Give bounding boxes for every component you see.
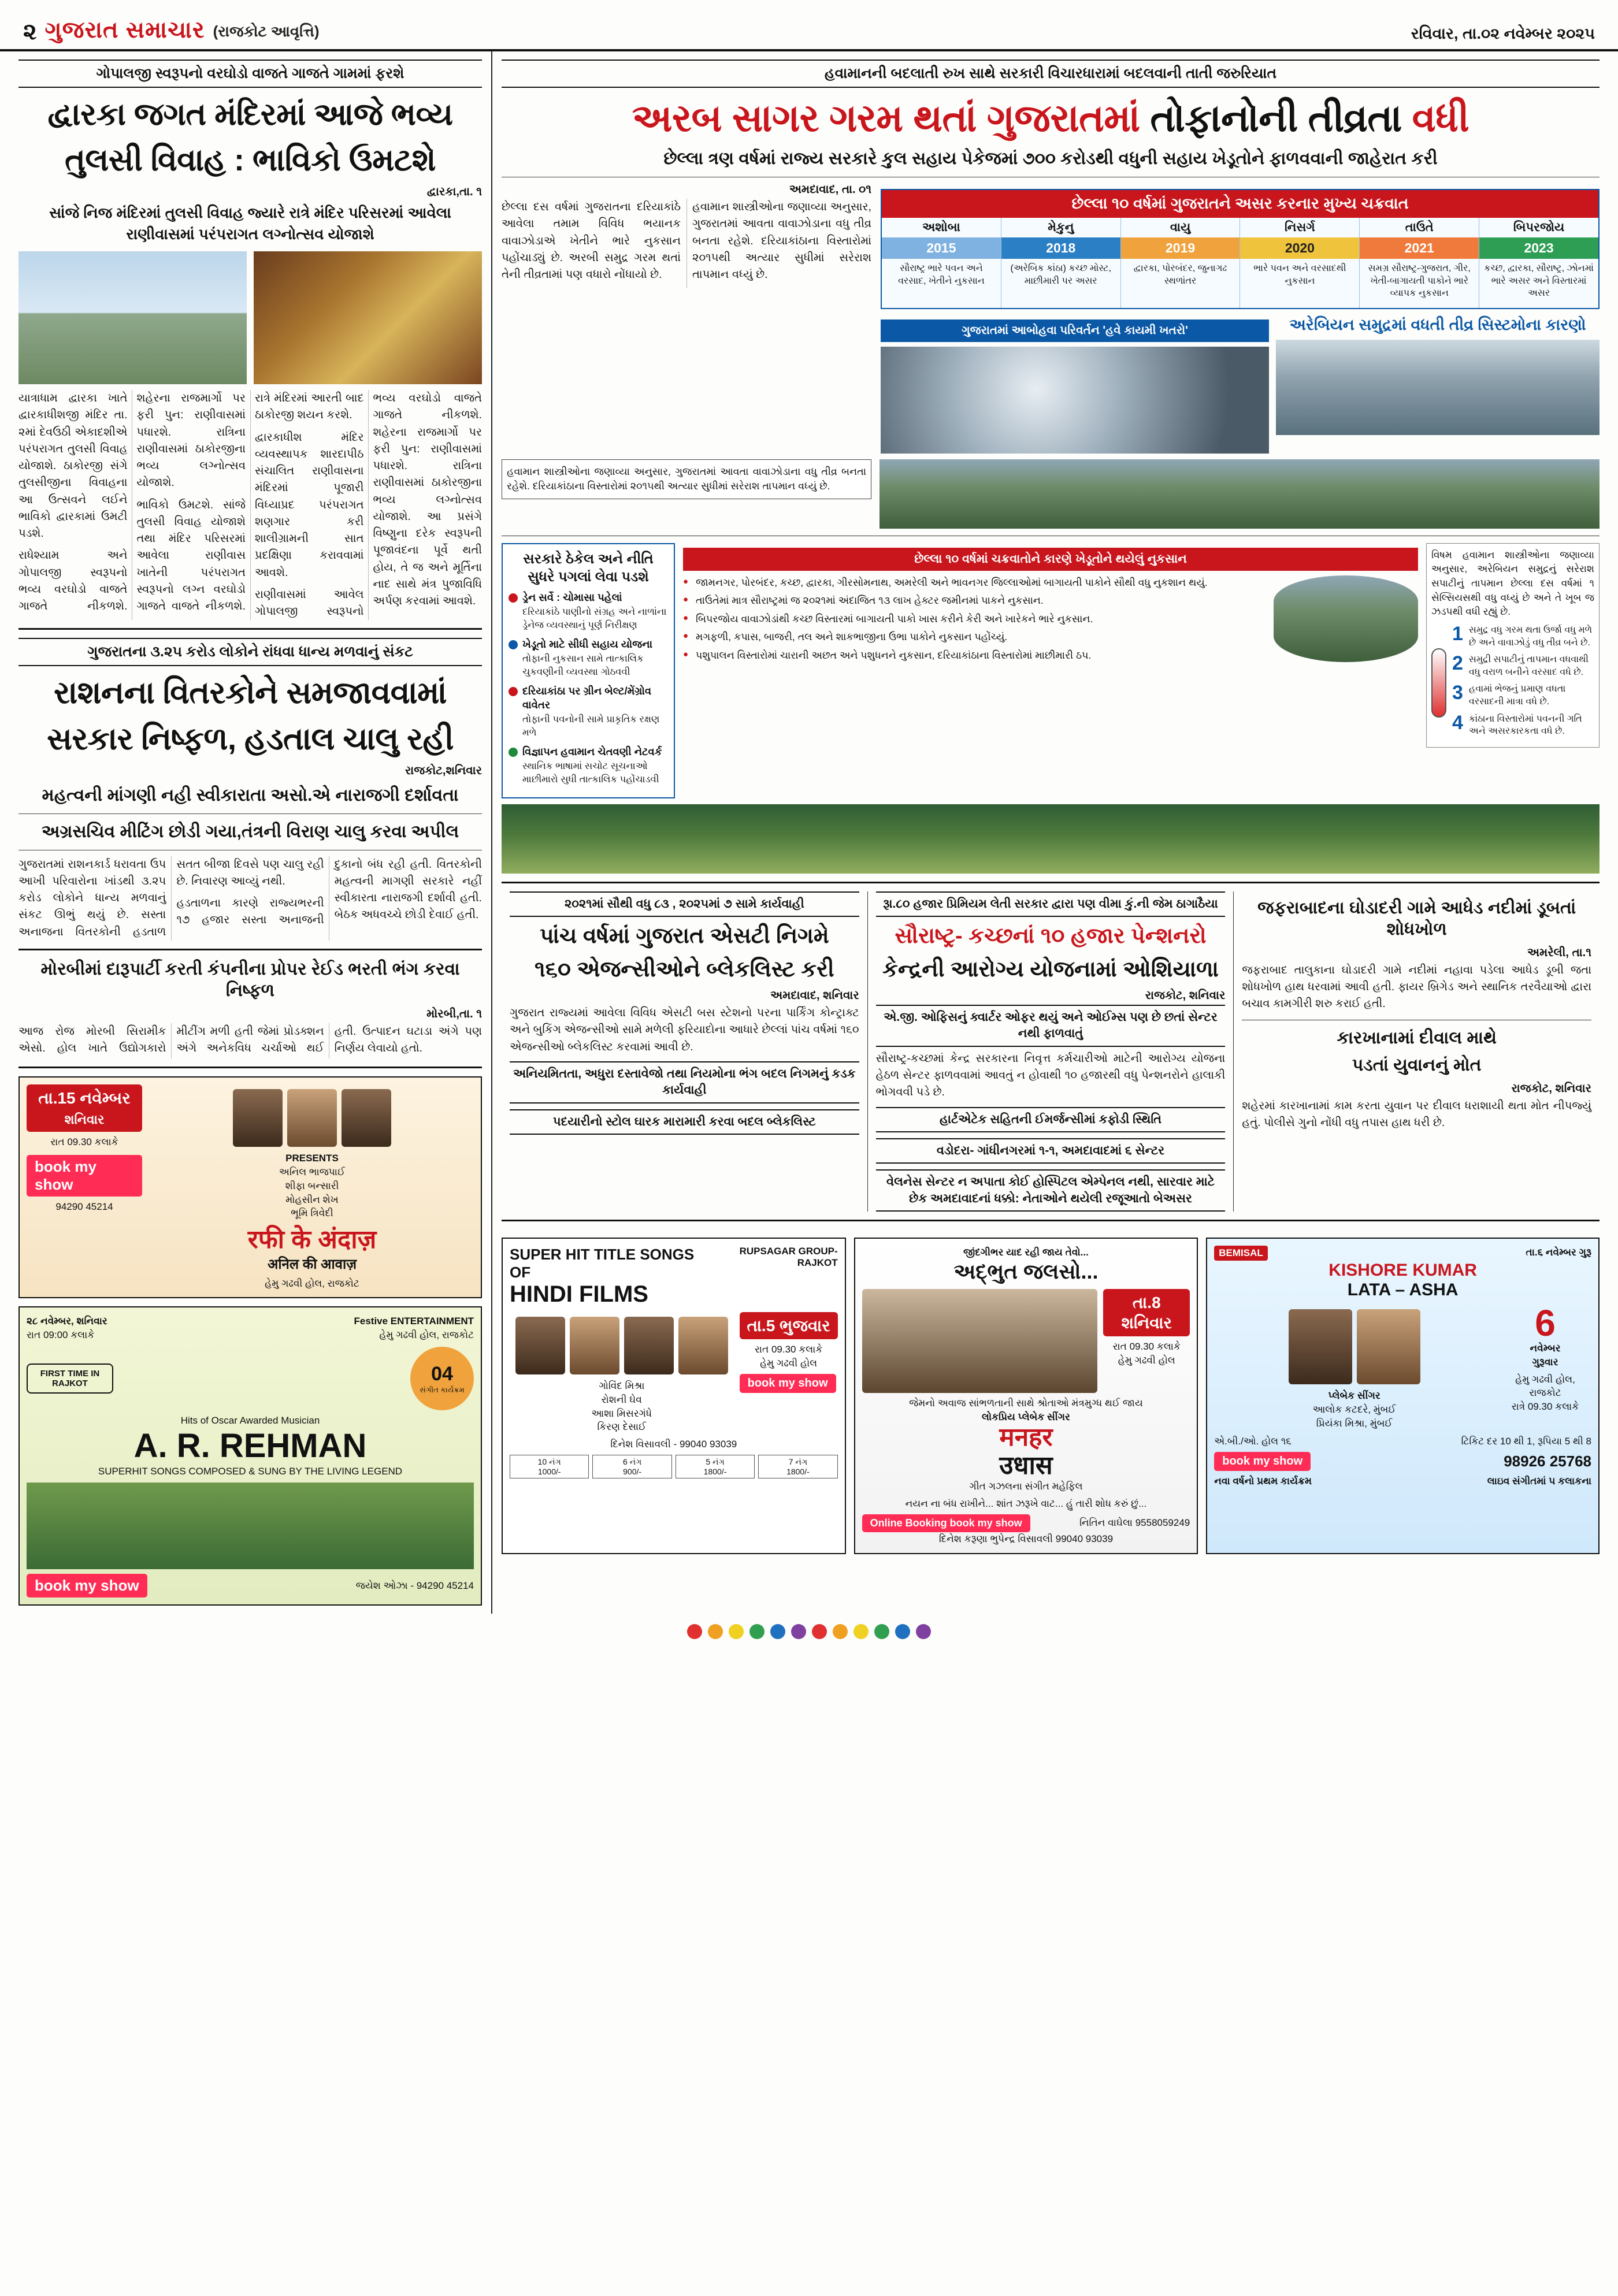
cyclone-item	[1001, 218, 1121, 308]
registration-dot	[895, 1624, 910, 1639]
superhit-title-1: SUPER HIT TITLE SONGS OF	[510, 1245, 695, 1281]
rafi-artist-3: મોહસીન શેખ	[285, 1194, 339, 1205]
rehman-org: Festive ENTERTAINMENT	[354, 1316, 474, 1327]
gov-item-title: દરિયાકાંઠા પર ગ્રીન બેલ્ટ/મેંગ્રોવ વાવેતર	[522, 685, 652, 711]
cyclone-name: વાયુ	[1170, 221, 1191, 235]
reason-number: 2	[1452, 652, 1463, 675]
cyclone-year: 2018	[1001, 237, 1120, 259]
superhit-sponsor: RUPSAGAR GROUP-RAJKOT	[739, 1245, 838, 1268]
superhit-date-chip: તા.5 ભુજવાર	[740, 1312, 838, 1339]
cyclone-headline-c: વધી	[1412, 96, 1469, 139]
dwarka-kicker: ગોપાલજી સ્વરૂપનો વરઘોડો વાજતે ગાજતે ગામમાં ફરશે	[18, 60, 482, 88]
rafi-artist-2: શીફા બન્સારી	[285, 1180, 339, 1191]
rafi-artist-1: અનિલ ભાજપાઈ	[279, 1166, 346, 1178]
gov-item	[509, 684, 668, 739]
pankaj-bookmyshow-button[interactable]: Online Booking book my show	[862, 1514, 1030, 1532]
cyclone-desc: (અરેબિક કાંઠા) કચ્છ મોસ્ટ, માછીમારી પર અસર	[1010, 263, 1112, 286]
cyclone-desc: સમગ્ર સૌરાષ્ટ્ર-ગુજરાત, ગીર, ખેતી-બાગાયતી પાકોને ભારે વ્યાપક નુકસાન	[1368, 263, 1471, 299]
rehman-bookmyshow-button[interactable]: book my show	[27, 1574, 147, 1597]
article-jafrabad	[1234, 891, 1600, 1212]
pankaj-name-1: मनहर	[999, 1423, 1053, 1452]
kishore-badge: BEMISAL	[1214, 1246, 1268, 1261]
kishore-date-number: 6	[1535, 1302, 1556, 1344]
dwarka-p5: રાણીવાસમાં આવેલ ગોપાલજી સ્વરૂપનો ભવ્ય વરઘોડો વાજતે ગાજતે નીકળશે. શહેરના રાજમાર્ગો પર ફરી પુન: રાણીવાસમાં પધારશે. રાત્રિના રાણીવાસમાં ઠાકોરજીના ભવ્ય લગ્નોત્સવ યોજાશે. આ પ્રસંગે વિષ્ણુના દરેક સ્વરૂપની પૂજાવંદના પૂર્વે થતી હોય, તે જ અને મૂર્તિના નાદ સાથે મંત્ર પુજાવિધિ અર્પણ કરવામાં આવશે.	[255, 392, 482, 618]
newspaper-title: ગુજરાત સમાચાર	[44, 17, 205, 43]
kishore-title-2: LATA – ASHA	[1347, 1280, 1459, 1299]
rafi-bookmyshow-button[interactable]: book my show	[27, 1155, 142, 1197]
rafi-presents: PRESENTS	[285, 1153, 339, 1164]
cyclone-item	[1240, 218, 1360, 308]
jafrabad-headline: જફરાબાદના ઘોડાદરી ગામે આધેડ નદીમાં ડૂબતાં શોધખોળ	[1257, 898, 1576, 939]
price-value: 1800/-	[703, 1466, 727, 1476]
masthead-left	[23, 17, 320, 43]
kishore-date-weekday: ગુરૂવાર	[1532, 1356, 1558, 1368]
cyclone-desc: સૌરાષ્ટ્ર ભારે પવન અને વરસાદ, ખેતીને નુકસાન	[898, 263, 985, 286]
jafrabad-p1: જફરાબાદ તાલુકાના ઘોડાદરી ગામે નદીમાં નહાવા પડેલા આધેડ ડૂબી જતા શોધખોળ હાથ ધરવામાં આવી હતી. ફાયર બ્રિગેડ અને સ્થાનિક તરવૈયાઓ દ્વારા બચાવ કામગીરી શરુ કરાઈ હતી.	[1242, 963, 1592, 1010]
gov-box-title: સરકારે ઠેકેલ અને નીતિ સુધરે પગલાં લેવા પડશે	[523, 551, 654, 585]
cyclone-kicker: હવામાનની બદલાતી રુખ સાથે સરકારી વિચારધારામાં બદલવાની તાતી જરુરિયાત	[502, 60, 1600, 88]
superhit-artist-3: આશા મિસરગંધે	[591, 1407, 652, 1419]
superhit-artist-4: કિરણ દેસાઈ	[597, 1421, 647, 1433]
cyclone-dateline: અમદાવાદ, તા. ૦૧	[789, 183, 871, 196]
registration-dot	[687, 1624, 702, 1639]
issue-date: રવિવાર, તા.૦૨ નવેમ્બર ૨૦૨૫	[1411, 25, 1595, 42]
artist-photo	[678, 1317, 728, 1374]
price-label: 7 નંગ	[788, 1457, 808, 1466]
ad-kishore-lata-asha[interactable]	[1206, 1238, 1600, 1554]
gov-item-title: ખેડૂતો માટે સીધી સહાય યોજના	[522, 638, 653, 650]
reason-number: 4	[1452, 711, 1463, 734]
jafrabad-body	[1242, 962, 1591, 1013]
rafi-venue: હેમુ ગઢવી હોલ, રાજકોટ	[265, 1277, 359, 1289]
gov-item-text: દરિયાકાંઠે પાણીનો સંગ્રહ અને નાળાંના ડ્રેનેજ વ્યવસ્થાનું પૂર્ણ નિરીક્ષણ	[522, 607, 667, 630]
temperature-note: વિષમ હવામાન શાસ્ત્રીઓના જણાવ્યા અનુસાર, અરેબિયન સમુદ્રનું સરેરાશ સપાટીનું તાપમાન છેલ્લા દસ વર્ષમાં ૧ સેલ્સિયસથી વધુ વધ્યું છે અને તે ખૂબ જ ઝડપથી વધી રહ્યું છે.	[1431, 549, 1594, 618]
photo-sea-waves	[1276, 340, 1600, 435]
rafi-artist-4: ભૂમિ ત્રિવેદી	[291, 1208, 333, 1219]
esti-headline-2: ૧૬૦ એજન્સીઓને બ્લેકલિસ્ટ કરી	[535, 957, 834, 982]
artist-photo	[342, 1089, 391, 1147]
price-label: 5 નંગ	[706, 1457, 725, 1466]
rafi-artist-photos	[150, 1089, 474, 1147]
diwal-headline-2: પડતાં યુવાનનું મોત	[1352, 1056, 1482, 1075]
pension-body	[876, 1050, 1226, 1101]
morbi-p1: આજ રોજ મોરબી સિરામીક એસો. હોલ ખાતે ઉદ્યોગકારો મીટીંગ મળી હતી જેમાં પ્રોડક્શન અંગે અનેકવિધ ચર્ચાઓ થઈ હતી. ઉત્પાદન ઘટાડા અંગે પણ નિર્ણય લેવાયો હતો.	[18, 1024, 482, 1055]
damage-points-list	[683, 575, 1267, 667]
photo-mangrove-belt	[502, 804, 1600, 874]
cyclone-desc: દ્વારકા, પોરબંદર, જુનાગઢ સ્થળાંતર	[1133, 263, 1227, 286]
cyclone-name: તાઉતે	[1405, 221, 1434, 235]
ad-super-hit-titles[interactable]	[502, 1238, 846, 1554]
ration-body	[18, 856, 482, 941]
cyclone-p1: છેલ્લા દસ વર્ષમાં ગુજરાતના દરિયાકાંઠે આવેલા તમામ વિવિધ ભયાનક વાવાઝોડાએ ખેતીને ભારે નુકસાન પહોંચાડ્યું છે. અરબી સમુદ્ર ગરમ થતાં તેની તીવ્રતામાં પણ વધારો નોંધાયો છે.	[502, 200, 681, 281]
kishore-side-note: તા.૬ નવેમ્બર ગુરૂ	[1526, 1246, 1592, 1258]
pankaj-line-2: અદ્ભુત જલસો...	[953, 1259, 1099, 1283]
dwarka-headline-2: તુલસી વિવાહ : ભાવિકો ઉમટશે	[65, 143, 436, 178]
gov-item	[509, 590, 668, 631]
registration-dot	[791, 1624, 806, 1639]
registration-dot	[874, 1624, 889, 1639]
superhit-bookmyshow-button[interactable]: book my show	[740, 1374, 836, 1393]
cyclone-item	[1479, 218, 1598, 308]
article-pensioners	[868, 891, 1234, 1212]
article-st-agencies	[502, 891, 868, 1212]
ad-rafi-ke-andaaz[interactable]	[18, 1076, 482, 1298]
kishore-footer-2: લાઇવ સંગીતમાં ૫ કલાકના	[1487, 1476, 1592, 1487]
ads-row	[502, 1229, 1600, 1562]
photo-flooded-field	[879, 459, 1600, 529]
gov-item-text: તોફાની પવનોની સામે પ્રાકૃતિક રક્ષણ મળે	[522, 714, 660, 738]
dwarka-photos	[18, 251, 482, 384]
esti-body	[510, 1005, 859, 1056]
article-dwarka	[18, 60, 482, 620]
bullet-dot-icon	[509, 687, 518, 696]
cyclone-body	[502, 199, 871, 288]
cyclone-note-box: હવામાન શાસ્ત્રીઓના જણાવ્યા અનુસાર, ગુજરાતમાં આવતા વાવાઝોડાના વધુ તીવ્ર બનતા રહેશે. દરિયાકાંઠાના વિસ્તારોમાં ૨૦૧૫થી અત્યાર સુધીમાં સરેરાશ તાપમાન વધ્યું છે.	[502, 459, 871, 499]
ad-ar-rehman[interactable]	[18, 1306, 482, 1606]
kishore-price-label: એ.બી./ઓ. હોલ ૧૬	[1214, 1436, 1292, 1447]
dwarka-p3: ભાવિકો ઉમટશે. સાંજે તુલસી વિવાહ યોજાશે તથા મંદિર પરિસરમાં આવેલા રાણીવાસ ખાતેની પરંપરાગત સ્વરૂપનો લગ્ન વરઘોડો ગાજતે વાજતે નીકળશે. રાત્રે મંદિરમાં આરતી બાદ ઠાકોરજી શયન કરશે.	[136, 392, 364, 613]
cyclone-year: 2020	[1240, 237, 1359, 259]
pankaj-footer: નયન ના બંધ રાખીને... શાંત ઝરૂખે વાટ... હું તારી શોધ કરું છું...	[905, 1498, 1147, 1509]
rehman-first-time-badge: FIRST TIME IN RAJKOT	[27, 1364, 113, 1394]
reason-text: કાંઠાના વિસ્તારોમાં પવનની ગતિ અને અસરકારકતા વધે છે.	[1468, 714, 1582, 737]
pension-footer: વેલનેસ સેન્ટર ન અપાતા કોઈ હોસ્પિટલ એમ્પેનલ નથી, સારવાર માટે છેક અમદાવાદનાં ધક્કો: નેતાઓને થયેલી રજૂઆતો બેઅસર	[876, 1169, 1226, 1212]
pankaj-lead-1: જેમનો અવાજ સાંભળતાની સાથે શ્રોતાઓ મંત્રમુગ્ધ થઈ જાય	[909, 1397, 1143, 1409]
dwarka-subhead: સાંજે નિજ મંદિરમાં તુલસી વિવાહ જ્યારે રાત્રે મંદિર પરિસરમાં આવેલા રાણીવાસમાં પરંપરાગત લગ્નોત્સવ યોજાશે	[49, 204, 451, 243]
kishore-title-1: KISHORE KUMAR	[1328, 1260, 1477, 1280]
esti-kicker: ૨૦૨૧માં સૌથી વધુ ૮૩ , ૨૦૨૫માં ૭ સામે કાર્યવાહી	[510, 891, 859, 917]
registration-dot	[853, 1624, 869, 1639]
reason-number: 1	[1452, 623, 1463, 645]
morbi-body	[18, 1023, 482, 1059]
reason-item	[1452, 624, 1594, 649]
gov-item-title: ડ્રેન સર્વે : ચોમાસા પહેલાં	[522, 592, 622, 604]
cyclone-desc: કચ્છ, દ્વારકા, સૌરાષ્ટ્ર, ઝોનમાં ભારે અસર અને વિસ્તારમાં અસર	[1484, 263, 1594, 299]
cyclone-name: બિપરજોય	[1513, 221, 1565, 235]
pankaj-date-chip: તા.8 શનિવાર	[1103, 1289, 1190, 1336]
pankaj-line-1: જીંદગીભર યાદ રહી જાય તેવો...	[963, 1246, 1089, 1258]
morbi-dateline: મોરબી,તા. ૧	[426, 1007, 482, 1020]
price-label: 6 નંગ	[622, 1457, 642, 1466]
ration-deck-1: મહત્વની માંગણી નહી સ્વીકારાતા અસો.એ નારાજગી દર્શાવતા	[18, 783, 482, 814]
rehman-venue: હેમુ ગઢવી હોલ, રાજકોટ	[379, 1329, 474, 1341]
damage-point: ● જામનગર, પોરબંદર, કચ્છ, દ્વારકા, ગીરસોમનાથ, અમરેલી અને ભાવનગર જિલ્લાઓમાં બાગાયતી પાકોને સૌથી વધુ નુકશાન થયું.	[683, 575, 1267, 590]
rehman-performance-photo	[27, 1483, 474, 1569]
reason-item	[1452, 653, 1594, 678]
artist-photo	[570, 1317, 619, 1374]
kishore-artist-photos	[1214, 1309, 1494, 1384]
rehman-subtitle: SUPERHIT SONGS COMPOSED & SUNG BY THE LIVING LEGEND	[98, 1465, 403, 1477]
ration-p2: હડતાળના કારણે રાજ્યભરની ૧૭ હજાર સસ્તા અનાજની દુકાનો બંધ રહી હતી. વિતરકોની મહત્વની માગણી સરકારે નહીં સ્વીકારતા નારાજગી દર્શાવી હતી. બેઠક અધવચ્ચે છોડી દેવાઈ હતી.	[176, 857, 482, 927]
bullet-dot-icon	[509, 593, 518, 603]
temperature-explainer-box	[1426, 543, 1600, 748]
article-morbi	[18, 958, 482, 1059]
cyclone-chart-title: છેલ્લા ૧૦ વર્ષમાં ગુજરાતને અસર કરનાર મુખ્ય ચક્રવાત	[882, 190, 1598, 218]
pension-dateline: રાજકોટ, શનિવાર	[1145, 989, 1226, 1002]
rehman-count-badge: 04 સંગીત કાર્યક્રમ	[410, 1347, 474, 1410]
dwarka-dateline: દ્વારકા,તા. ૧	[426, 185, 482, 199]
reason-item	[1452, 683, 1594, 708]
secondary-stories	[502, 891, 1600, 1212]
jafrabad-dateline: અમરેલી, તા.૧	[1527, 946, 1592, 959]
pankaj-time: રાત 09.30 કલાકે	[1112, 1340, 1181, 1352]
kishore-artist-1: આલોક કટદરે, મુંબઈ	[1312, 1403, 1396, 1415]
cyclone-year: 2021	[1360, 237, 1479, 259]
rafi-phone: 94290 45214	[55, 1201, 113, 1213]
esti-p1: ગુજરાત રાજ્યમાં આવેલા વિવિધ એસટી બસ સ્ટેશનો પરના પાર્કિંગ કોન્ટ્રાક્ટ અને બુકિંગ એજન્સીઓ સામે મળેલી ફરિયાદોના આધારે છેલ્લાં પાંચ વર્ષમાં ૧૬૦ એજન્સીઓ બ્લેકલિસ્ટ કરવામાં આવી છે.	[510, 1006, 859, 1053]
cyclone-chart-grid	[882, 218, 1598, 308]
reason-text: સમુદ્ર વધુ ગરમ થતા ઉર્જા વધુ મળે છે અને વાવાઝોડું વધુ તીવ્ર બને છે.	[1468, 625, 1593, 648]
kishore-prices: ટિકિટ દર 10 થી 1, રૂપિયા 5 થી 8	[1461, 1436, 1592, 1447]
price-value: 1000/-	[537, 1466, 561, 1476]
dwarka-headline-1: દ્વારકા જગત મંદિરમાં આજે ભવ્ય	[47, 96, 453, 132]
bullet-dot-icon	[509, 748, 518, 757]
pension-p1: સૌરાષ્ટ્ર-કચ્છમાં કેન્દ્ર સરકારના નિવૃત્ત કર્મચારીઓ માટેની આરોગ્ય યોજના હેઠળ સેન્ટર ફાળવવામાં આવતું ન હોવાથી ૧૦ હજારથી વધુ પેન્શનરોને હાલાકી ભોગવવી પડે છે.	[875, 1052, 1226, 1099]
diwal-headline-1: કારખાનામાં દીવાલ માથે	[1337, 1028, 1497, 1047]
cyclone-desc: ભારે પવન અને વરસાદથી નુકસાન	[1253, 263, 1346, 286]
registration-dot	[708, 1624, 723, 1639]
registration-dot	[749, 1624, 765, 1639]
cyclone-timeline-chart	[881, 189, 1600, 309]
artist-photo	[287, 1089, 337, 1147]
rafi-date-chip: તા.15 નવેમ્બર શનિવાર	[27, 1084, 142, 1132]
superhit-artist-2: રોશની ઘેવ	[601, 1394, 642, 1405]
page-number: ૨	[23, 19, 37, 44]
reason-item	[1452, 713, 1594, 738]
esti-headline-1: પાંચ વર્ષમાં ગુજરાત એસટી નિગમે	[539, 924, 829, 949]
cyclone-name: અશોબા	[922, 221, 960, 235]
thermometer-icon	[1431, 648, 1446, 718]
cyclone-item	[882, 218, 1001, 308]
damage-point: ● પશુપાલન વિસ્તારોમાં ચારાની અછત અને પશુધનને નુકસાન, દરિયાકાંઠાના વિસ્તારોમાં માછીમારી ઠપ.	[683, 648, 1267, 663]
price-label: 10 નંગ	[537, 1457, 561, 1466]
cyclone-name: નિસર્ગ	[1285, 221, 1315, 235]
ration-headline-2: સરકાર નિષ્ફળ, હડતાલ ચાલુ રહી	[47, 721, 454, 756]
ration-kicker: ગુજરાતના ૩.૨૫ કરોડ લોકોને રાંધવા ધાન્ય મળવાનું સંકટ	[18, 638, 482, 666]
morbi-headline: મોરબીમાં દારૂપાર્ટી કરતી કંપનીના પ્રોપર રેઈડ ભરતી ભંગ કરવા નિષ્ફળ	[40, 959, 460, 1001]
superhit-venue: હેમુ ગઢવી હોલ	[760, 1357, 818, 1369]
ration-dateline: રાજકોટ,શનિવાર	[404, 764, 482, 777]
registration-dot	[812, 1624, 827, 1639]
edition-label: (રાજકોટ આવૃત્તિ)	[213, 23, 320, 40]
gov-item-text: સ્થાનિક ભાષામાં સચોટ સૂચનાઓ માછીમારો સુધી તાત્કાલિક પહોંચાડવી	[522, 761, 659, 785]
rehman-title: A. R. REHMAN	[133, 1426, 367, 1465]
rehman-contact: જયેશ ઓઝા - 94290 45214	[355, 1580, 474, 1592]
damage-point: ● તાઉતેમાં માત્ર સૌરાષ્ટ્રમાં જ ૨૦૨૧માં અંદાજિત ૧૩ લાખ હેક્ટર જમીનમાં પાકને નુકસાન.	[683, 593, 1267, 608]
kishore-artists-label: પ્લેબેક સીંગર	[1328, 1390, 1381, 1401]
kishore-bookmyshow-button[interactable]: book my show	[1214, 1452, 1311, 1471]
ration-p1: ગુજરાતમાં રાશનકાર્ડ ધરાવતા ઉપ આખી પરિવારોના ખાંડથી ૩.૨૫ કરોડ લોકોને ધાન્ય મળવાનું સંકટ ઊભું થયું છે. સસ્તા અનાજના વિતરકોની હડતાળ સતત બીજા દિવસે પણ ચાલુ રહી છે. નિવારણ આવ્યું નથી.	[18, 857, 324, 938]
rehman-tagline: Hits of Oscar Awarded Musician	[180, 1415, 320, 1426]
government-actions-box	[502, 543, 675, 798]
registration-dot	[916, 1624, 931, 1639]
diwal-dateline: રાજકોટ, શનિવાર	[1511, 1082, 1592, 1095]
cyclone-name: મેકુનુ	[1048, 221, 1074, 235]
esti-sub-1: અનિયમિતતા, અધુરા દસ્તાવેજો તથા નિયમોના ભંગ બદલ નિગમનું કડક કાર્યવાહી	[510, 1061, 859, 1104]
dwarka-p1: યાત્રાધામ દ્વારકા ખાતે દ્વારકાધીશજી મંદિર તા. ૨માં દેવઉઠી એકાદશીએ પરંપરાગત તુલસી વિવાહ યોજાશે. ઠાકોરજી સંગે તુલસીજીના વિવાહના આ ઉત્સવને લઈને ભાવિકો દ્વારકામાં ઉમટી પડશે.	[18, 392, 128, 540]
pension-headline-2: કેન્દ્રની આરોગ્ય યોજનામાં ઓશિયાળા	[882, 957, 1219, 982]
diwal-p1: શહેરમાં કારખાનામાં કામ કરતા યુવાન પર દીવાલ ધરાશાયી થતા મોત નીપજ્યું હતું. પોલીસે ગુનો નોંધી વધુ તપાસ હાથ ધરી છે.	[1242, 1099, 1592, 1129]
climate-banner: ગુજરાતમાં આબોહવા પરિવર્તન 'હવે કાયમી ખતરો'	[881, 319, 1269, 342]
damage-point: ● મગફળી, કપાસ, બાજરી, તલ અને શાકભાજીના ઉભા પાકોને નુકસાન પહોંચ્યું.	[683, 630, 1267, 644]
artist-photo	[1357, 1309, 1420, 1384]
registration-dot	[729, 1624, 744, 1639]
dwarka-body	[18, 390, 482, 620]
pension-sub: એ.જી. ઓફિસનું ક્વાર્ટર ઓફર થયું અને ઓઈમ્સ પણ છે છતાં સેન્ટર નથી ફાળવાતું	[876, 1005, 1226, 1047]
pankaj-contact: નિતિન વાઘેલા 9558059249	[1079, 1517, 1190, 1529]
bullet-dot-icon	[509, 640, 518, 649]
superhit-title-2: HINDI FILMS	[510, 1281, 648, 1307]
article-cyclone	[502, 60, 1600, 874]
gov-item-title: વિજ્ઞાપન હવામાન ચેતવણી નેટવર્ક	[522, 745, 662, 757]
masthead	[0, 0, 1618, 51]
pension-kicker: રૂા.૮૦ હજાર પ્રિમિયમ લેતી સરકાર દ્વારા પણ વીમા કું.ની જેમ ઠાગાઠૈયા	[876, 891, 1226, 917]
superhit-anchor: દિનેશ વિસાવલી - 99040 93039	[610, 1439, 737, 1450]
gov-item-text: તોફાની નુકસાન સામે તાત્કાલિક ચુકવણીની વ્યવસ્થા ગોઠવવી	[522, 653, 644, 677]
left-column	[18, 51, 492, 1614]
pankaj-portrait	[862, 1289, 1098, 1393]
artist-photo	[624, 1317, 674, 1374]
artist-photo	[1289, 1309, 1352, 1384]
cyclone-item	[1360, 218, 1479, 308]
photo-damaged-crops	[1274, 575, 1418, 662]
gov-item	[509, 637, 668, 678]
damage-point: ● બિપરજોય વાવાઝોડાંથી કચ્છ વિસ્તારમાં બાગાયતી પાકો ખાસ કરીને કેરી અને ખારેકને ભારે નુકસાન.	[683, 612, 1267, 626]
cyclone-headline-a: અરબ સાગર ગરમ થતાં ગુજરાતમાં	[632, 96, 1140, 139]
cyclone-year: 2023	[1479, 237, 1598, 259]
photo-cyclone-satellite	[881, 347, 1269, 454]
cyclone-headline	[502, 95, 1600, 142]
article-ration	[18, 638, 482, 941]
gov-item	[509, 745, 668, 786]
superhit-artist-1: ગોવિંદ મિશ્રા	[599, 1380, 645, 1391]
pankaj-tagline: ગીત ગઝલના સંગીત મહેફિલ	[969, 1481, 1083, 1492]
dwarka-p4: દ્વારકાધીશ મંદિર વ્યવસ્થાપક શારદાપીઠ સંચાલિત રાણીવાસના મંદિરમાં પૂજારી વિધ્યાપ્રદ પરંપરાગત શણગાર કરી શાલીગ્રામની સાત પ્રદક્ષિણા કરાવવામાં આવશે.	[255, 430, 364, 579]
registration-dot	[833, 1624, 848, 1639]
kishore-date-month: નવેમ્બર	[1530, 1342, 1561, 1354]
rafi-ad-title: रफी के अंदाज़	[247, 1225, 377, 1254]
superhit-price-table	[510, 1455, 838, 1478]
kishore-venue: હેમુ ગઢવી હોલ, રાજકોટ	[1515, 1373, 1575, 1399]
superhit-artist-photos	[510, 1317, 734, 1374]
diwal-body	[1242, 1098, 1591, 1132]
kishore-phone: 98926 25768	[1504, 1452, 1592, 1470]
ad-manhar-udhas[interactable]	[854, 1238, 1198, 1554]
artist-photo	[515, 1317, 565, 1374]
pankaj-organizer: દિનેશ કરૂણા ભુપેન્દ્ર વિસાવલી 99040 93039	[938, 1533, 1114, 1544]
registration-dot	[770, 1624, 785, 1639]
kishore-time: રાત્રે 09.30 કલાકે	[1511, 1401, 1579, 1413]
rehman-time: રાત 09:00 કલાકે	[27, 1329, 95, 1341]
pension-sub-2: હાર્ટએટેક સહિતની ઈમર્જન્સીમાં કફોડી સ્થિતિ	[876, 1107, 1226, 1132]
superhit-time: રાત 09.30 કલાકે	[755, 1343, 823, 1355]
right-column	[492, 51, 1600, 1614]
rafi-ad-subtitle: अनिल की आवाज़	[267, 1256, 357, 1272]
reason-text: સમુદ્રી સપાટીનું તાપમાન વધવાથી વધુ વરાળ બનીને વરસાદ વધે છે.	[1468, 655, 1589, 677]
kishore-footer-1: નવા વર્ષનો પ્રથમ કાર્યક્રમ	[1214, 1476, 1312, 1487]
esti-sub-2: પદયારીનો સ્ટોલ ઘારક મારામારી કરવા બદલ બ્લેકલિસ્ટ	[510, 1109, 859, 1135]
price-value: 1800/-	[786, 1466, 810, 1476]
pankaj-venue: હેમુ ગઢવી હોલ	[1118, 1354, 1175, 1366]
cyclone-deck: છેલ્લા ત્રણ વર્ષમાં રાજ્ય સરકારે કુલ સહાય પેકેજમાં ૭૦૦ કરોડથી વધુની સહાય ખેડૂતોને ફાળવવાની જાહેરાત કરી	[502, 147, 1600, 177]
damage-box-title: છેલ્લા ૧૦ વર્ષમાં ચક્રવાતોને કારણે ખેડૂતોને થયેલું નુકસાન	[683, 548, 1418, 571]
cyclone-year: 2015	[882, 237, 1001, 259]
rehman-date: ૨૮ નવેમ્બર, શનિવાર	[27, 1316, 107, 1327]
reason-number: 3	[1452, 682, 1463, 704]
ration-deck-2: અગ્રસચિવ મીટિંગ છોડી ગયા,તંત્રની વિરાણ ચાલુ કરવા અપીલ	[18, 820, 482, 850]
cyclone-headline-b: તોફાનોની તીવ્રતા	[1150, 96, 1402, 139]
artist-photo	[233, 1089, 283, 1147]
pension-headline-1: સૌરાષ્ટ્ર- કચ્છનાં ૧૦ હજાર પેન્શનરો	[895, 924, 1207, 949]
page-content	[0, 51, 1618, 1614]
cyclone-year: 2019	[1121, 237, 1240, 259]
pension-sub-3: વડોદરા- ગાંધીનગરમાં ૧-૧, અમદાવાદમાં ૬ સેન્ટર	[876, 1138, 1226, 1164]
kishore-artist-2: પ્રિયંકા મિશ્રા, મુંબઈ	[1316, 1417, 1393, 1429]
color-registration-marks	[0, 1614, 1618, 1654]
reason-text: હવામાં ભેજનું પ્રમાણ વધતા વરસાદની માત્રા વધે છે.	[1468, 684, 1566, 707]
pankaj-lead-2: લોકપ્રિય પ્લેબેક સીંગર	[982, 1411, 1070, 1422]
arabian-sea-title: અરેબિયન સમુદ્રમાં વધતી તીવ્ર સિસ્ટમોના કારણો	[1289, 315, 1586, 333]
photo-shrine-decor	[254, 251, 482, 384]
pankaj-name-2: उधास	[999, 1451, 1053, 1480]
ration-headline-1: રાશનના વિતરકોને સમજાવવામાં	[54, 675, 447, 710]
photo-dwarka-temple	[18, 251, 247, 384]
esti-dateline: અમદાવાદ, શનિવાર	[770, 989, 859, 1002]
rafi-time: રાત 09.30 કલાકે	[50, 1136, 118, 1148]
cyclone-p2: હવામાન શાસ્ત્રીઓના જણાવ્યા અનુસાર, ગુજરાતમાં આવતા વાવાઝોડાના વધુ તીવ્ર બનતા રહેશે. દરિયાકાંઠાના વિસ્તારોમાં ૨૦૧૫થી અત્યાર સુધીમાં સરેરાશ તાપમાન વધ્યું છે.	[692, 200, 871, 281]
cyclone-item	[1121, 218, 1241, 308]
price-value: 900/-	[623, 1466, 642, 1476]
dwarka-p2: રાધેશ્યામ અને ગોપાલજી સ્વરૂપનો ભવ્ય વરઘોડો વાજતે ગાજતે નીકળશે. શહેરના રાજમાર્ગો પર ફરી પુન: રાણીવાસમાં પધારશે. રાત્રિના રાણીવાસમાં ઠાકોરજીના ભવ્ય લગ્નોત્સવ યોજાશે.	[18, 392, 246, 613]
